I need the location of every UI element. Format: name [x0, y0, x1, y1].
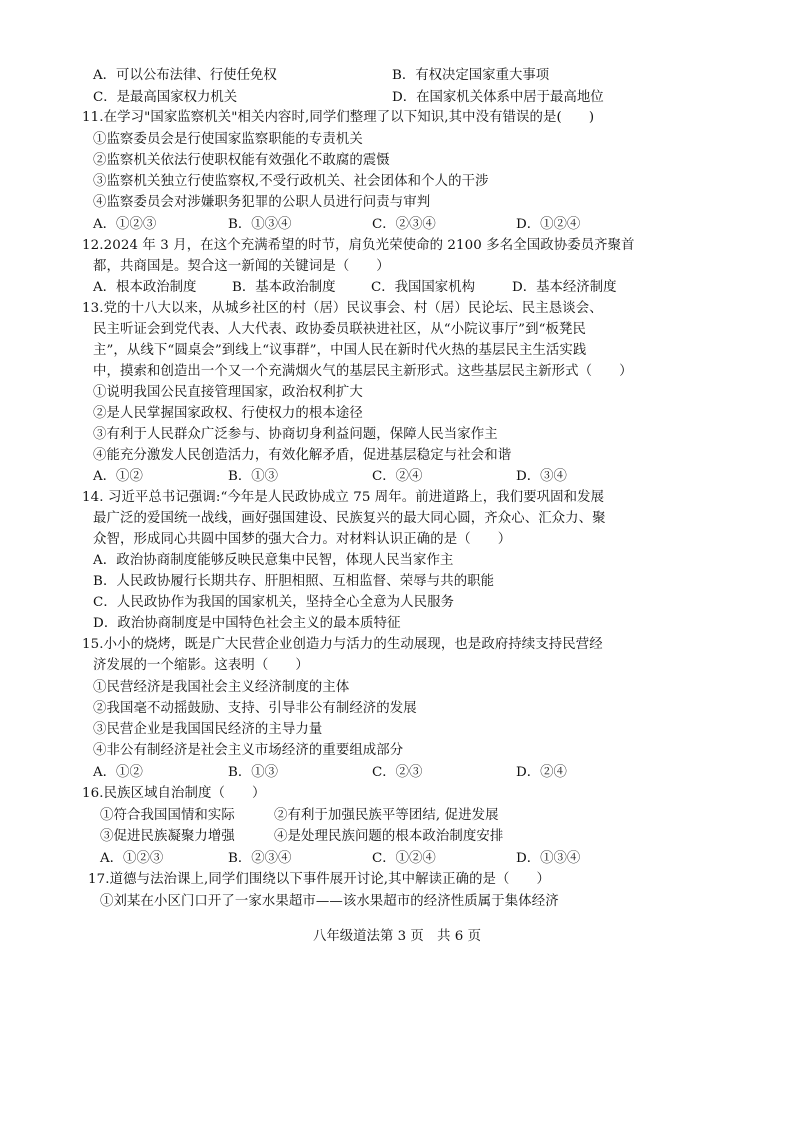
q11-option-a: A．①②③ [93, 217, 157, 232]
q16-item-2: ②有利于加强民族平等团结, 促进发展 [274, 808, 499, 823]
q15-option-d: D．②④ [516, 765, 567, 780]
q15-item-2: ②我国毫不动摇鼓励、支持、引导非公有制经济的发展 [93, 701, 417, 716]
q16-option-a: A．①②③ [100, 851, 164, 866]
q13-item-2: ②是人民掌握国家政权、行使权力的根本途径 [93, 406, 363, 421]
q13-option-b: B．①③ [228, 469, 279, 484]
q11-option-b: B．①③④ [228, 217, 292, 232]
q14-option-c: C．人民政协作为我国的国家机关，坚持全心全意为人民服务 [93, 595, 455, 610]
q13-option-a: A．①② [93, 469, 143, 484]
q16-stem: 16.民族区域自治制度（ ） [82, 786, 266, 801]
q14-stem-line-3: 众智，形成同心共圆中国梦的强大合力。对材料认识正确的是（ ） [93, 532, 512, 547]
q16-option-d: D．①③④ [516, 851, 581, 866]
q13-option-d: D．③④ [516, 469, 567, 484]
q14-option-a: A．政治协商制度能够反映民意集中民智，体现人民当家作主 [93, 553, 454, 568]
q10-option-a: A．可以公布法律、行使任免权 [93, 68, 277, 83]
q11-option-c: C．②③④ [372, 217, 436, 232]
q10-option-c: C．是最高国家权力机关 [93, 90, 238, 105]
q13-stem-line-3: 主”，从线下“圆桌会”到线上“议事群”，中国人民在新时代火热的基层民主生活实践 [93, 343, 587, 358]
q16-option-c: C．①②④ [372, 851, 436, 866]
q13-stem-line-1: 13.党的十八大以来，从城乡社区的村（居）民议事会、村（居）民论坛、民主恳谈会、 [82, 301, 603, 316]
q13-item-4: ④能充分激发人民创造活力，有效化解矛盾，促进基层稳定与社会和谐 [93, 448, 512, 463]
q14-stem-line-2: 最广泛的爱国统一战线，画好强国建设、民族复兴的最大同心圆，齐众心、汇众力、聚 [93, 511, 606, 526]
q17-stem: 17.道德与法治课上,同学们围绕以下事件展开讨论,其中解读正确的是（ ） [88, 872, 551, 887]
q13-stem-line-2: 民主听证会到党代表、人大代表、政协委员联袂进社区，从“小院议事厅”到“板凳民 [93, 322, 587, 337]
q11-item-1: ①监察委员会是行使国家监察职能的专责机关 [93, 132, 363, 147]
q16-item-3: ③促进民族凝聚力增强 [100, 829, 235, 844]
q12-option-b: B．基本政治制度 [232, 280, 336, 295]
q13-item-1: ①说明我国公民直接管理国家，政治权利扩大 [93, 385, 363, 400]
q15-item-1: ①民营经济是我国社会主义经济制度的主体 [93, 680, 350, 695]
q15-option-c: C．②③ [372, 765, 423, 780]
q13-option-c: C．②④ [372, 469, 423, 484]
q11-item-3: ③监察机关独立行使监察权,不受行政机关、社会团体和个人的干涉 [93, 174, 489, 189]
q11-item-4: ④监察委员会对涉嫌职务犯罪的公职人员进行问责与审判 [93, 195, 431, 210]
q12-option-c: C．我国国家机构 [371, 280, 475, 295]
q16-item-1: ①符合我国国情和实际 [100, 808, 235, 823]
q12-stem-line-1: 12.2024 年 3 月，在这个充满希望的时节，肩负光荣使命的 2100 多名全国政协委员齐聚首 [82, 238, 635, 253]
q11-option-d: D．①②④ [516, 217, 581, 232]
q10-option-b: B．有权决定国家重大事项 [392, 68, 550, 83]
q14-stem-line-1: 14. 习近平总书记强调:“今年是人民政协成立 75 周年。前进道路上，我们要巩固和发展 [82, 490, 605, 505]
q10-option-d: D．在国家机关体系中居于最高地位 [392, 90, 604, 105]
q15-item-3: ③民营企业是我国国民经济的主导力量 [93, 722, 323, 737]
q15-stem-line-1: 15.小小的烧烤，既是广大民营企业创造力与活力的生动展现，也是政府持续支持民营经 [82, 637, 603, 652]
q15-stem-line-2: 济发展的一个缩影。这表明（ ） [93, 658, 309, 673]
q15-item-4: ④非公有制经济是社会主义市场经济的重要组成部分 [93, 743, 404, 758]
q13-item-3: ③有利于人民群众广泛参与、协商切身利益问题，保障人民当家作主 [93, 427, 498, 442]
q15-option-a: A．①② [93, 765, 143, 780]
q16-option-b: B．②③④ [228, 851, 292, 866]
page-footer: 八年级道法第 3 页 共 6 页 [313, 929, 481, 944]
q15-option-b: B．①③ [228, 765, 279, 780]
q12-option-a: A．根本政治制度 [93, 280, 197, 295]
q14-option-d: D．政治协商制度是中国特色社会主义的最本质特征 [93, 616, 401, 631]
q12-option-d: D．基本经济制度 [512, 280, 617, 295]
q14-option-b: B．人民政协履行长期共存、肝胆相照、互相监督、荣辱与共的职能 [93, 574, 495, 589]
q13-stem-line-4: 中，摸索和创造出一个又一个充满烟火气的基层民主新形式。这些基层民主新形式（ ） [93, 364, 633, 379]
q11-stem: 11.在学习"国家监察机关"相关内容时,同学们整理了以下知识,其中没有错误的是( ) [82, 110, 595, 125]
q12-stem-line-2: 都，共商国是。契合这一新闻的关键词是（ ） [93, 259, 390, 274]
q16-item-4: ④是处理民族问题的根本政治制度安排 [274, 829, 504, 844]
q17-item-1: ①刘某在小区门口开了一家水果超市——该水果超市的经济性质属于集体经济 [100, 894, 559, 909]
q11-item-2: ②监察机关依法行使职权能有效强化不敢腐的震慑 [93, 153, 390, 168]
